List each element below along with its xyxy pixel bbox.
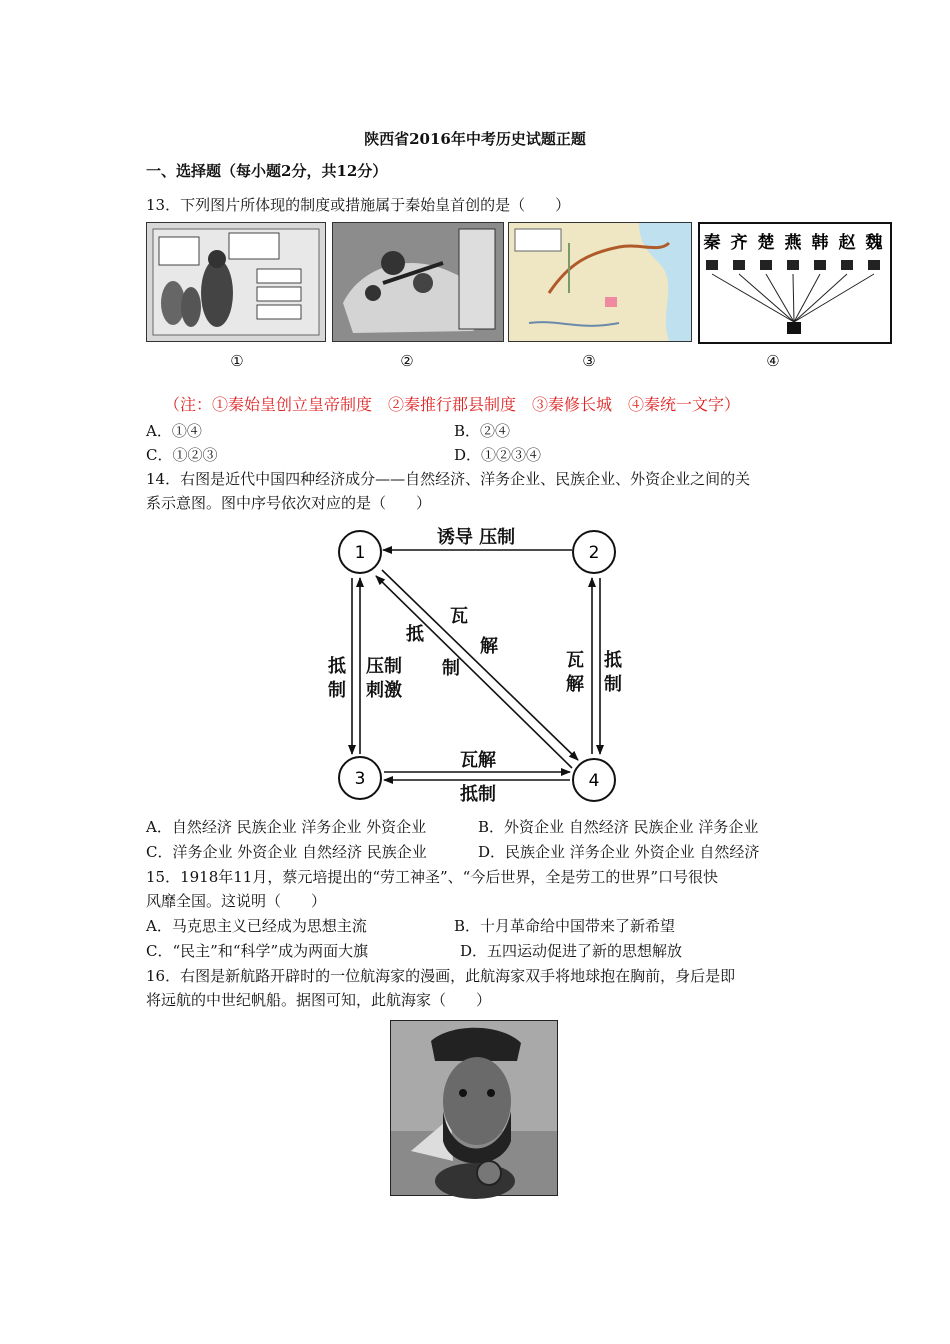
- label-diag-a-2: 制: [442, 658, 460, 679]
- q15-stem-line-1: 15．1918年11月，蔡元培提出的“劳工神圣”、“今后世界，全是劳工的世界”口号很快: [146, 868, 719, 886]
- q13-picture-4: [698, 222, 892, 344]
- ancient-glyph-icon: [787, 260, 799, 270]
- q14-stem-line-2: 系示意图。图中序号依次对应的是（ ）: [146, 494, 432, 512]
- node-1: [339, 531, 381, 573]
- q16-navigator-cartoon: [390, 1020, 558, 1196]
- label-left-outer-1: 抵: [328, 656, 346, 677]
- q13-picture-label-2: ②: [400, 352, 414, 370]
- state-name-3: 燕: [784, 233, 802, 253]
- node-4: [573, 759, 615, 801]
- q15-option-c: C．“民主”和“科学”成为两面大旗: [146, 942, 369, 960]
- q15-option-a: A．马克思主义已经成为思想主流: [146, 917, 367, 935]
- page-title: 陕西省2016年中考历史试题正题: [364, 130, 586, 148]
- q15-option-d: D．五四运动促进了新的思想解放: [460, 942, 683, 960]
- ancient-glyph-icon: [841, 260, 853, 270]
- convergence-line: [766, 274, 794, 322]
- label-bottom-top: 瓦解: [460, 750, 496, 771]
- label-diag-a-1: 抵: [406, 624, 424, 645]
- q14-option-c: C．洋务企业 外资企业 自然经济 民族企业: [146, 843, 427, 861]
- convergence-line: [794, 274, 874, 322]
- q13-option-a: A．①④: [146, 422, 202, 440]
- q13-option-b: B．②④: [454, 422, 511, 440]
- q13-picture-label-1: ①: [230, 352, 244, 370]
- label-diag-b-1: 瓦: [450, 606, 468, 627]
- svg-text:3: 3: [354, 769, 366, 789]
- convergence-line: [794, 274, 847, 322]
- q16-stem-line-1: 16．右图是新航路开辟时的一位航海家的漫画，此航海家双手将地球抱在胸前，身后是即: [146, 967, 736, 985]
- label-diag-b-2: 解: [480, 636, 498, 657]
- label-right-inner-1: 瓦: [566, 650, 584, 671]
- ancient-glyph-icon: [868, 260, 880, 270]
- state-name-5: 赵: [838, 233, 856, 253]
- label-top: 诱导 压制: [436, 527, 516, 548]
- q15-stem-line-2: 风靡全国。这说明（ ）: [146, 892, 327, 910]
- q14-option-b: B．外资企业 自然经济 民族企业 洋务企业: [478, 818, 759, 836]
- ancient-glyph-icon: [814, 260, 826, 270]
- label-right-outer-1: 抵: [604, 650, 622, 671]
- unified-script-icon: [787, 322, 801, 334]
- state-name-2: 楚: [757, 233, 775, 253]
- section-heading: 一、选择题（每小题2分，共12分）: [146, 162, 388, 180]
- label-bottom-bottom: 抵制: [460, 784, 496, 805]
- convergence-line: [794, 274, 820, 322]
- q14-diagram: [330, 522, 630, 816]
- convergence-line: [712, 274, 794, 322]
- svg-text:4: 4: [588, 771, 600, 791]
- ancient-glyph-icon: [733, 260, 745, 270]
- label-left-outer-2: 制: [328, 680, 346, 701]
- convergence-line: [793, 274, 794, 322]
- state-name-1: 齐: [730, 233, 748, 253]
- q13-picture-2: [332, 222, 504, 342]
- node-3: [339, 757, 381, 799]
- ancient-glyph-icon: [760, 260, 772, 270]
- svg-text:1: 1: [354, 543, 366, 563]
- label-left-inner-1: 压制: [366, 656, 402, 677]
- state-name-6: 魏: [865, 233, 883, 253]
- q15-option-b: B．十月革命给中国带来了新希望: [454, 917, 676, 935]
- q13-picture-label-3: ③: [582, 352, 596, 370]
- q13-picture-3: [508, 222, 692, 342]
- q13-picture-1: [146, 222, 326, 342]
- ancient-glyph-icon: [706, 260, 718, 270]
- node-2: [573, 531, 615, 573]
- label-right-inner-2: 解: [566, 674, 584, 695]
- q13-option-c: C．①②③: [146, 446, 218, 464]
- q14-option-d: D．民族企业 洋务企业 外资企业 自然经济: [478, 843, 760, 861]
- arrow-1-to-4: [382, 570, 578, 760]
- q14-option-a: A．自然经济 民族企业 洋务企业 外资企业: [146, 818, 427, 836]
- state-name-0: 秦: [703, 233, 721, 253]
- q16-stem-line-2: 将远航的中世纪帆船。据图可知，此航海家（ ）: [146, 991, 492, 1009]
- state-name-4: 韩: [811, 233, 829, 253]
- arrow-4-to-1: [376, 576, 572, 768]
- q13-note: （注：①秦始皇创立皇帝制度 ②秦推行郡县制度 ③秦修长城 ④秦统一文字）: [164, 395, 741, 414]
- label-left-inner-2: 刺激: [366, 680, 402, 701]
- q14-stem-line-1: 14．右图是近代中国四种经济成分——自然经济、洋务企业、民族企业、外资企业之间的关: [146, 470, 751, 488]
- convergence-line: [739, 274, 794, 322]
- svg-text:2: 2: [588, 543, 600, 563]
- label-right-outer-2: 制: [604, 674, 622, 695]
- q13-picture-label-4: ④: [766, 352, 780, 370]
- q13-option-d: D．①②③④: [454, 446, 542, 464]
- q13-stem: 13．下列图片所体现的制度或措施属于秦始皇首创的是（ ）: [146, 196, 571, 214]
